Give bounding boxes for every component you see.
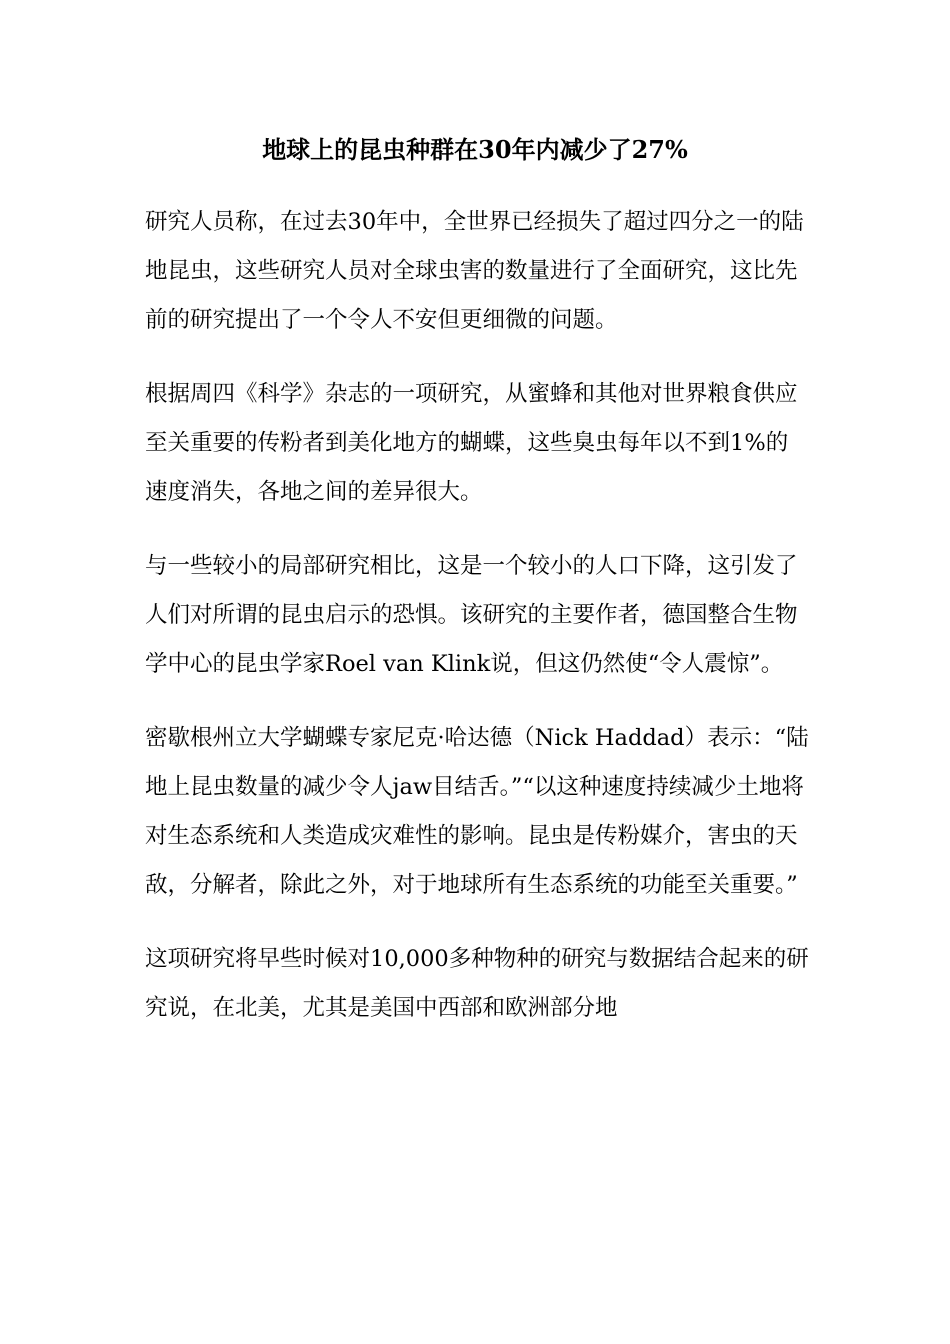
paragraph: 与一些较小的局部研究相比，这是一个较小的人口下降，这引发了人们对所谓的昆虫启示的恐惧。该研究的主要作者，德国整合生物学中心的昆虫学家Roel van Klink说，但这仍然使“令人震惊”。 — [145, 553, 798, 677]
document-title: 地球上的昆虫种群在30年内减少了27% — [262, 135, 688, 164]
document-body — [145, 198, 810, 1033]
paragraph: 研究人员称，在过去30年中，全世界已经损失了超过四分之一的陆地昆虫，这些研究人员对全球虫害的数量进行了全面研究，这比先前的研究提出了一个令人不安但更细微的问题。 — [145, 209, 804, 333]
paragraph: 根据周四《科学》杂志的一项研究，从蜜蜂和其他对世界粮食供应至关重要的传粉者到美化地方的蝴蝶，这些臭虫每年以不到1%的速度消失，各地之间的差异很大。 — [145, 381, 798, 505]
paragraph: 这项研究将早些时候对10,000多种物种的研究与数据结合起来的研究说，在北美，尤其是美国中西部和欧洲部分地 — [145, 946, 809, 1021]
paragraph: 密歇根州立大学蝴蝶专家尼克·哈达德（Nick Haddad）表示：“陆地上昆虫数量的减少令人jaw目结舌。”“以这种速度持续减少土地将对生态系统和人类造成灾难性的影响。昆虫是传粉媒介，害虫的天敌，分解者，除此之外，对于地球所有生态系统的功能至关重要。” — [145, 725, 809, 898]
